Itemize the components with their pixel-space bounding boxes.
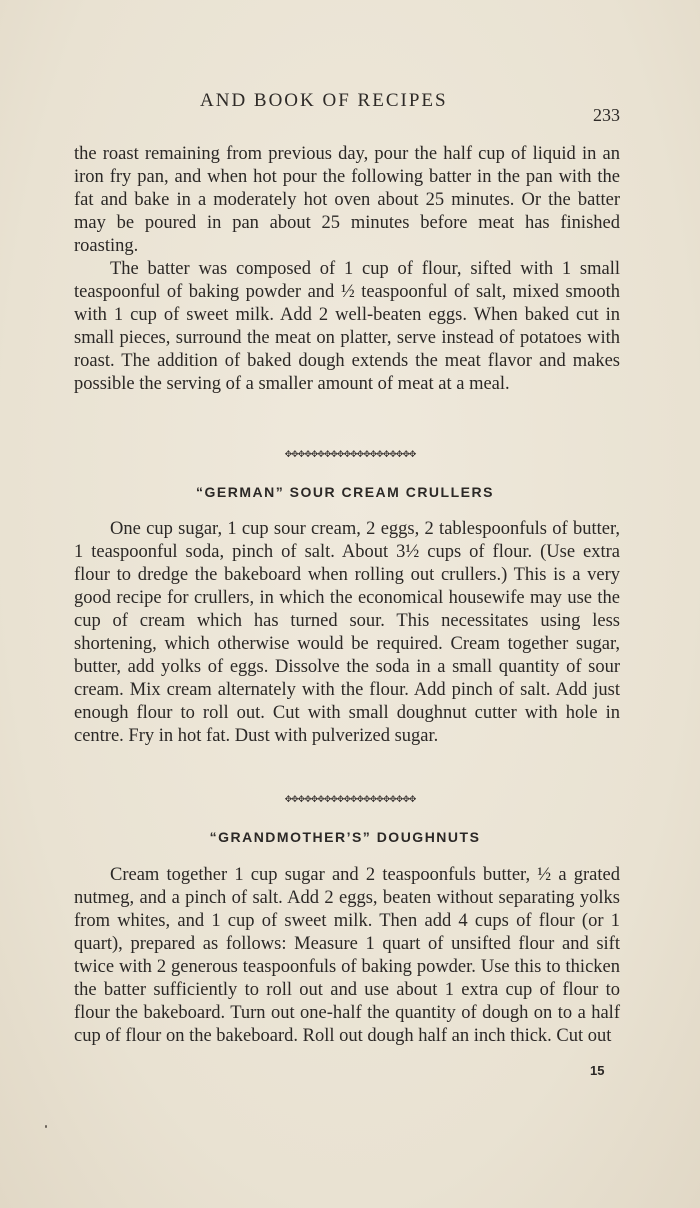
page-speck <box>45 1125 47 1128</box>
crullers-text-block <box>74 518 620 748</box>
signature-mark: 15 <box>590 1063 605 1078</box>
doughnuts-heading: “GRANDMOTHER’S” DOUGHNUTS <box>209 829 481 845</box>
ornament-divider-1: ✥✥✥✥✥✥✥✥✥✥✥✥✥✥✥✥✥✥✥✥ <box>284 450 416 460</box>
ornament-divider-2: ✥✥✥✥✥✥✥✥✥✥✥✥✥✥✥✥✥✥✥✥ <box>284 795 416 805</box>
crullers-heading: “GERMAN” SOUR CREAM CRULLERS <box>196 484 494 500</box>
page-number: 233 <box>593 105 620 125</box>
running-head: AND BOOK OF RECIPES <box>200 90 448 111</box>
doughnuts-text-block <box>74 864 620 1048</box>
intro-paragraph-2: The batter was composed of 1 cup of flour, sifted with 1 small teaspoonful of baking powder and ½ teaspoonful of salt, mixed smooth with 1 cup of sweet milk. Add 2 well-beaten eggs. When baked cut in small pieces, surround the meat on platter, serve instead of potatoes with roast. The addition of baked dough extends the meat flavor and makes possible the serving of a smaller amount of meat at a meal. <box>74 259 620 394</box>
doughnuts-paragraph: Cream together 1 cup sugar and 2 teaspoonfuls butter, ½ a grated nutmeg, and a pinch of salt. Add 2 eggs, beaten without separating yolks from whites, and 1 cup of sweet milk. Then add 4 cups of flour (or 1 quart), prepared as follows: Measure 1 quart of unsifted flour and sift twice with 2 generous teaspoonfuls of baking powder. Use this to thicken the batter sufficiently to roll out and use about 1 extra cup of flour to flour the bakeboard. Turn out one-half the quantity of dough on to a half cup of flour on the bakeboard. Roll out dough half an inch thick. Cut out <box>74 865 620 1046</box>
intro-paragraph-1: the roast remaining from previous day, pour the half cup of liquid in an iron fry pan, and when hot pour the following batter in the pan with the fat and bake in a moderately hot oven about 25 minutes. Or the batter may be poured in pan about 25 minutes before meat has finished roasting. <box>74 144 620 256</box>
crullers-paragraph: One cup sugar, 1 cup sour cream, 2 eggs, 2 tablespoonfuls of butter, 1 teaspoonful soda, pinch of salt. About 3½ cups of flour. (Use extra flour to dredge the bakeboard when rolling out crullers.) This is a very good recipe for crullers, in which the economical housewife may use the cup of cream which has turned sour. This necessitates using less shortening, which otherwise would be required. Cream together sugar, butter, add yolks of eggs. Dissolve the soda in a small quantity of sour cream. Mix cream alternately with the flour. Add pinch of salt. Add just enough flour to roll out. Cut with small doughnut cutter with hole in centre. Fry in hot fat. Dust with pulverized sugar. <box>74 519 620 746</box>
intro-text-block <box>74 143 620 396</box>
page-header <box>0 90 700 125</box>
